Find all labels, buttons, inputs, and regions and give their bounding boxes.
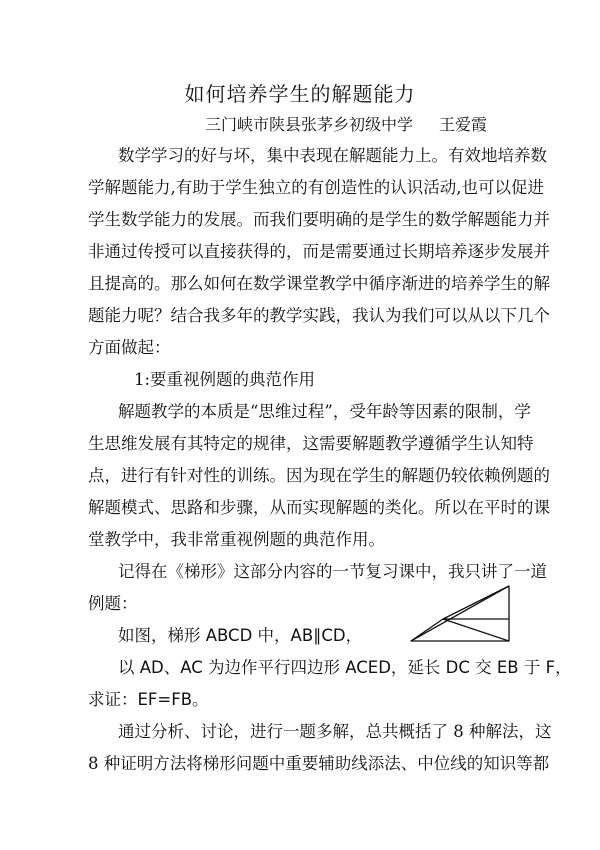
paragraph-line: 学解题能力,有助于学生独立的有创造性的认识活动,也可以促进 [88, 178, 544, 197]
paragraph-line: 题能力呢？结合我多年的教学实践，我认为我们可以从以下几个 [88, 306, 550, 325]
paragraph-line: 非通过传授可以直接获得的，而是需要通过长期培养逐步发展并 [88, 242, 550, 261]
paragraph-line: 生思维发展有其特定的规律，这需要解题教学遵循学生认知特 [88, 434, 534, 453]
paragraph-line: 方面做起： [88, 338, 171, 357]
section-heading: 1:要重视例题的典范作用 [134, 370, 316, 389]
paragraph-line: 学生数学能力的发展。而我们要明确的是学生的数学解题能力并 [88, 210, 550, 229]
author-line [205, 112, 487, 135]
author-name: 王爱霞 [439, 115, 488, 134]
paragraph-line: 数学学习的好与坏，集中表现在解题能力上。有效地培养数 [118, 146, 547, 165]
example-line: 以 AD、AC 为边作平行四边形 ACED，延长 DC 交 EB 于 F， [118, 658, 572, 677]
example-line: 如图，梯形 ABCD 中，AB∥CD， [118, 626, 363, 645]
paragraph-line: 堂教学中，我非常重视例题的典范作用。 [88, 530, 385, 549]
paragraph-line: 记得在《梯形》这部分内容的一节复习课中，我只讲了一道 [118, 562, 547, 581]
author-school: 三门峡市陕县张茅乡初级中学 [205, 115, 414, 134]
trapezoid-figure-icon [407, 583, 513, 645]
paragraph-line: 且提高的。那么如何在数学课堂教学中循序渐进的培养学生的解 [88, 274, 550, 293]
example-line: 求证：EF=FB。 [88, 690, 209, 709]
paragraph-line: 点，进行有针对性的训练。因为现在学生的解题仍较依赖例题的 [88, 466, 550, 485]
paragraph-line: 8 种证明方法将梯形问题中重要辅助线添法、中位线的知识等都 [88, 754, 550, 773]
paragraph-line: 解题教学的本质是“思维过程”，受年龄等因素的限制，学 [118, 402, 531, 421]
paragraph-line: 例题： [88, 594, 138, 613]
document-title: 如何培养学生的解题能力 [184, 82, 416, 106]
paragraph-line: 通过分析、讨论，进行一题多解，总共概括了 8 种解法，这 [118, 722, 552, 741]
paragraph-line: 解题模式、思路和步骤，从而实现解题的类化。所以在平时的课 [88, 498, 550, 517]
